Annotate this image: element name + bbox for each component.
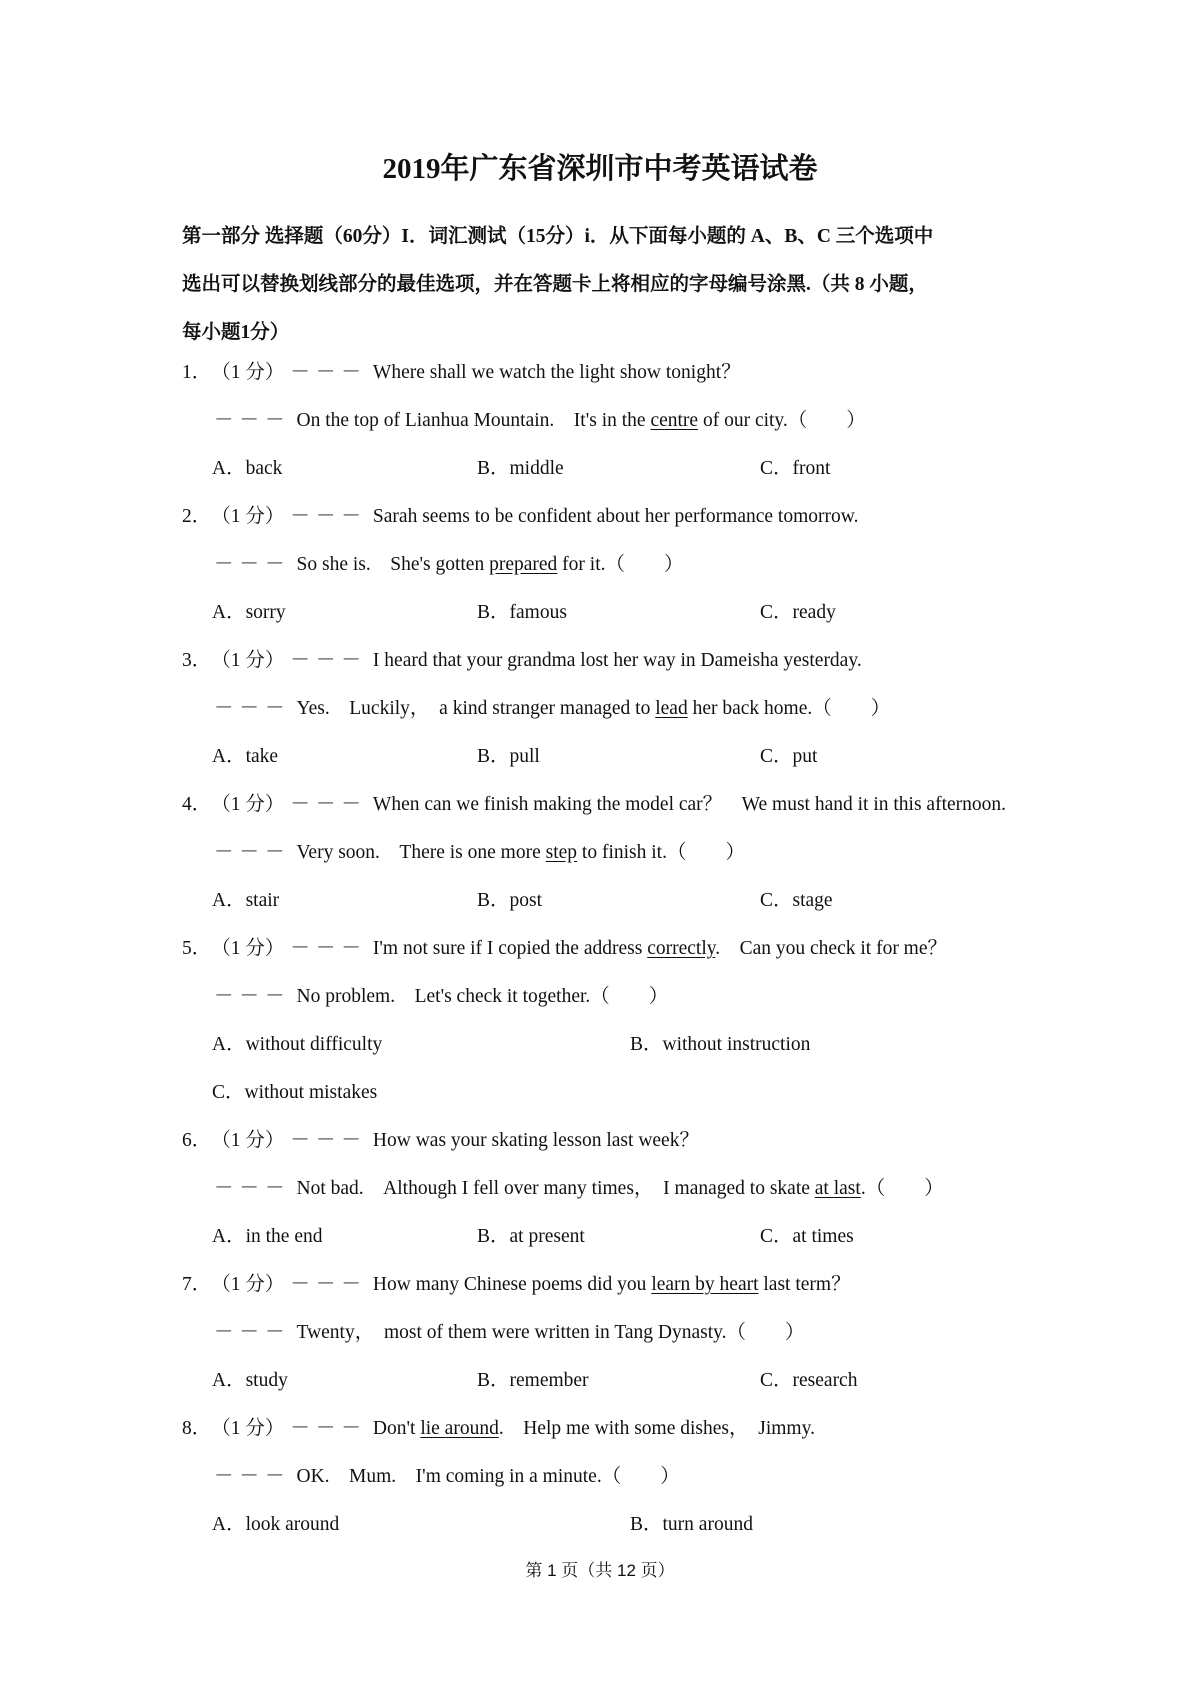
option-row: [182, 1364, 1052, 1412]
dialogue-dash: －－－: [214, 1322, 291, 1343]
answer-text-after: .: [860, 1178, 866, 1199]
question-prompt: [182, 1412, 1052, 1460]
question-number: 2．: [182, 506, 212, 527]
underlined-word: lead: [655, 698, 688, 719]
option-b[interactable]: B．without instruction: [630, 1034, 811, 1055]
page-number-footer: 第 1 页（共 12 页）: [525, 1561, 675, 1580]
answer-text-after: her back home.: [687, 698, 813, 719]
question-number: 8．: [182, 1418, 212, 1439]
answer-blank: （ ）: [812, 698, 891, 719]
option-row: [182, 452, 1052, 500]
option-b[interactable]: B．famous: [477, 602, 567, 623]
prompt-text: Where shall we watch the light show tonight？: [372, 362, 741, 383]
instructions-line-3: 每小题1分）: [182, 322, 290, 343]
instructions-line-1: 第一部分 选择题（60分）I．词汇测试（15分）i．从下面每小题的 A、B、C 三个选项中: [182, 226, 934, 247]
question-score: （1 分）: [211, 1130, 285, 1151]
option-b[interactable]: B．remember: [477, 1370, 589, 1391]
question-prompt: [182, 1268, 1052, 1316]
answer-blank: （ ）: [666, 842, 745, 863]
question-score: （1 分）: [211, 506, 285, 527]
option-c[interactable]: C．without mistakes: [212, 1082, 378, 1103]
answer-text-after: for it.: [557, 554, 606, 575]
underlined-word: at last: [814, 1178, 861, 1199]
question-6: [182, 1124, 1052, 1268]
underlined-word: lie around: [420, 1418, 499, 1439]
option-b[interactable]: B．post: [477, 890, 543, 911]
answer-blank: （ ）: [605, 554, 684, 575]
dialogue-dash: －－－: [290, 794, 367, 815]
option-a[interactable]: A．take: [212, 746, 279, 767]
prompt-text: How many Chinese poems did you: [372, 1274, 652, 1295]
prompt-text-after: . Help me with some dishes， Jimmy.: [498, 1418, 815, 1439]
option-row: [182, 884, 1052, 932]
question-score: （1 分）: [211, 1418, 285, 1439]
dialogue-dash: －－－: [290, 938, 367, 959]
question-2: [182, 500, 1052, 644]
question-prompt: [182, 788, 1052, 836]
dialogue-dash: －－－: [214, 554, 291, 575]
question-prompt: [182, 356, 1052, 404]
option-row: [182, 1508, 1052, 1556]
dialogue-dash: －－－: [214, 1178, 291, 1199]
option-row: [182, 740, 1052, 788]
option-a[interactable]: A．in the end: [212, 1226, 323, 1247]
option-a[interactable]: A．sorry: [212, 602, 286, 623]
question-answer-line: [182, 1316, 1052, 1364]
option-row: [182, 1220, 1052, 1268]
option-c[interactable]: C．ready: [760, 602, 836, 623]
answer-text: Very soon. There is one more: [296, 842, 546, 863]
underlined-word: correctly: [647, 938, 716, 959]
section-instructions: [182, 213, 1032, 357]
answer-text: No problem. Let's check it together.: [296, 986, 591, 1007]
question-answer-line: [182, 1460, 1052, 1508]
prompt-text: I heard that your grandma lost her way in Dameisha yesterday.: [372, 650, 862, 671]
question-number: 4．: [182, 794, 212, 815]
question-answer-line: [182, 692, 1052, 740]
question-prompt: [182, 1124, 1052, 1172]
option-a[interactable]: A．stair: [212, 890, 280, 911]
option-b[interactable]: B．turn around: [630, 1514, 753, 1535]
dialogue-dash: －－－: [290, 1274, 367, 1295]
dialogue-dash: －－－: [290, 1418, 367, 1439]
question-score: （1 分）: [211, 650, 285, 671]
underlined-word: step: [545, 842, 578, 863]
option-c[interactable]: C．put: [760, 746, 818, 767]
question-8: [182, 1412, 1052, 1556]
question-answer-line: [182, 836, 1052, 884]
question-prompt: [182, 932, 1052, 980]
underlined-word: prepared: [489, 554, 558, 575]
prompt-text: Don't: [372, 1418, 421, 1439]
question-prompt: [182, 500, 1052, 548]
dialogue-dash: －－－: [290, 362, 367, 383]
answer-text: OK. Mum. I'm coming in a minute.: [296, 1466, 602, 1487]
page-title: 2019年广东省深圳市中考英语试卷: [382, 153, 818, 185]
underlined-word: centre: [650, 410, 699, 431]
answer-text: So she is. She's gotten: [296, 554, 490, 575]
dialogue-dash: －－－: [290, 650, 367, 671]
dialogue-dash: －－－: [290, 506, 367, 527]
prompt-text: How was your skating lesson last week？: [372, 1130, 699, 1151]
question-number: 5．: [182, 938, 212, 959]
dialogue-dash: －－－: [214, 1466, 291, 1487]
answer-blank: （ ）: [865, 1178, 944, 1199]
option-b[interactable]: B．middle: [477, 458, 564, 479]
answer-text: On the top of Lianhua Mountain. It's in the: [296, 410, 651, 431]
option-b[interactable]: B．at present: [477, 1226, 585, 1247]
question-answer-line: [182, 548, 1052, 596]
dialogue-dash: －－－: [214, 698, 291, 719]
question-score: （1 分）: [211, 938, 285, 959]
answer-blank: （ ）: [726, 1322, 805, 1343]
dialogue-dash: －－－: [214, 842, 291, 863]
underlined-word: learn by heart: [651, 1274, 759, 1295]
option-a[interactable]: A．look around: [212, 1514, 340, 1535]
instructions-line-2: 选出可以替换划线部分的最佳选项，并在答题卡上将相应的字母编号涂黑.（共 8 小题，: [182, 274, 928, 295]
option-c[interactable]: C．front: [760, 458, 831, 479]
prompt-text-after: . Can you check it for me？: [715, 938, 948, 959]
answer-text: Twenty， most of them were written in Tang Dynasty.: [296, 1322, 727, 1343]
option-a[interactable]: A．without difficulty: [212, 1034, 383, 1055]
answer-text: Yes. Luckily， a kind stranger managed to: [296, 698, 656, 719]
answer-text-after: of our city.: [698, 410, 788, 431]
dialogue-dash: －－－: [214, 986, 291, 1007]
answer-blank: （ ）: [601, 1466, 680, 1487]
answer-text: Not bad. Although I fell over many times， I managed to skate: [296, 1178, 815, 1199]
question-answer-line: [182, 1172, 1052, 1220]
option-c[interactable]: C．research: [760, 1370, 858, 1391]
answer-blank: （ ）: [590, 986, 669, 1007]
answer-blank: （ ）: [787, 410, 866, 431]
answer-text-after: to finish it.: [577, 842, 667, 863]
question-3: [182, 644, 1052, 788]
question-5: [182, 932, 1052, 1124]
question-number: 7．: [182, 1274, 212, 1295]
question-number: 3．: [182, 650, 212, 671]
question-prompt: [182, 644, 1052, 692]
question-7: [182, 1268, 1052, 1412]
option-a[interactable]: A．back: [212, 458, 283, 479]
prompt-text-after: last term？: [758, 1274, 851, 1295]
option-b[interactable]: B．pull: [477, 746, 540, 767]
dialogue-dash: －－－: [290, 1130, 367, 1151]
prompt-text: When can we finish making the model car？ We must hand it in this afternoon.: [372, 794, 1007, 815]
question-number: 1．: [182, 362, 212, 383]
question-1: [182, 356, 1052, 500]
question-answer-line: [182, 980, 1052, 1028]
question-number: 6．: [182, 1130, 212, 1151]
option-row: [182, 1028, 1052, 1076]
option-row: [182, 1076, 1052, 1124]
question-score: （1 分）: [211, 794, 285, 815]
option-row: [182, 596, 1052, 644]
question-4: [182, 788, 1052, 932]
question-score: （1 分）: [211, 1274, 285, 1295]
question-answer-line: [182, 404, 1052, 452]
prompt-text: Sarah seems to be confident about her performance tomorrow.: [372, 506, 859, 527]
option-a[interactable]: A．study: [212, 1370, 288, 1391]
question-list: [182, 356, 1052, 1556]
dialogue-dash: －－－: [214, 410, 291, 431]
prompt-text: I'm not sure if I copied the address: [372, 938, 648, 959]
option-c[interactable]: C．stage: [760, 890, 833, 911]
question-score: （1 分）: [211, 362, 285, 383]
option-c[interactable]: C．at times: [760, 1226, 854, 1247]
